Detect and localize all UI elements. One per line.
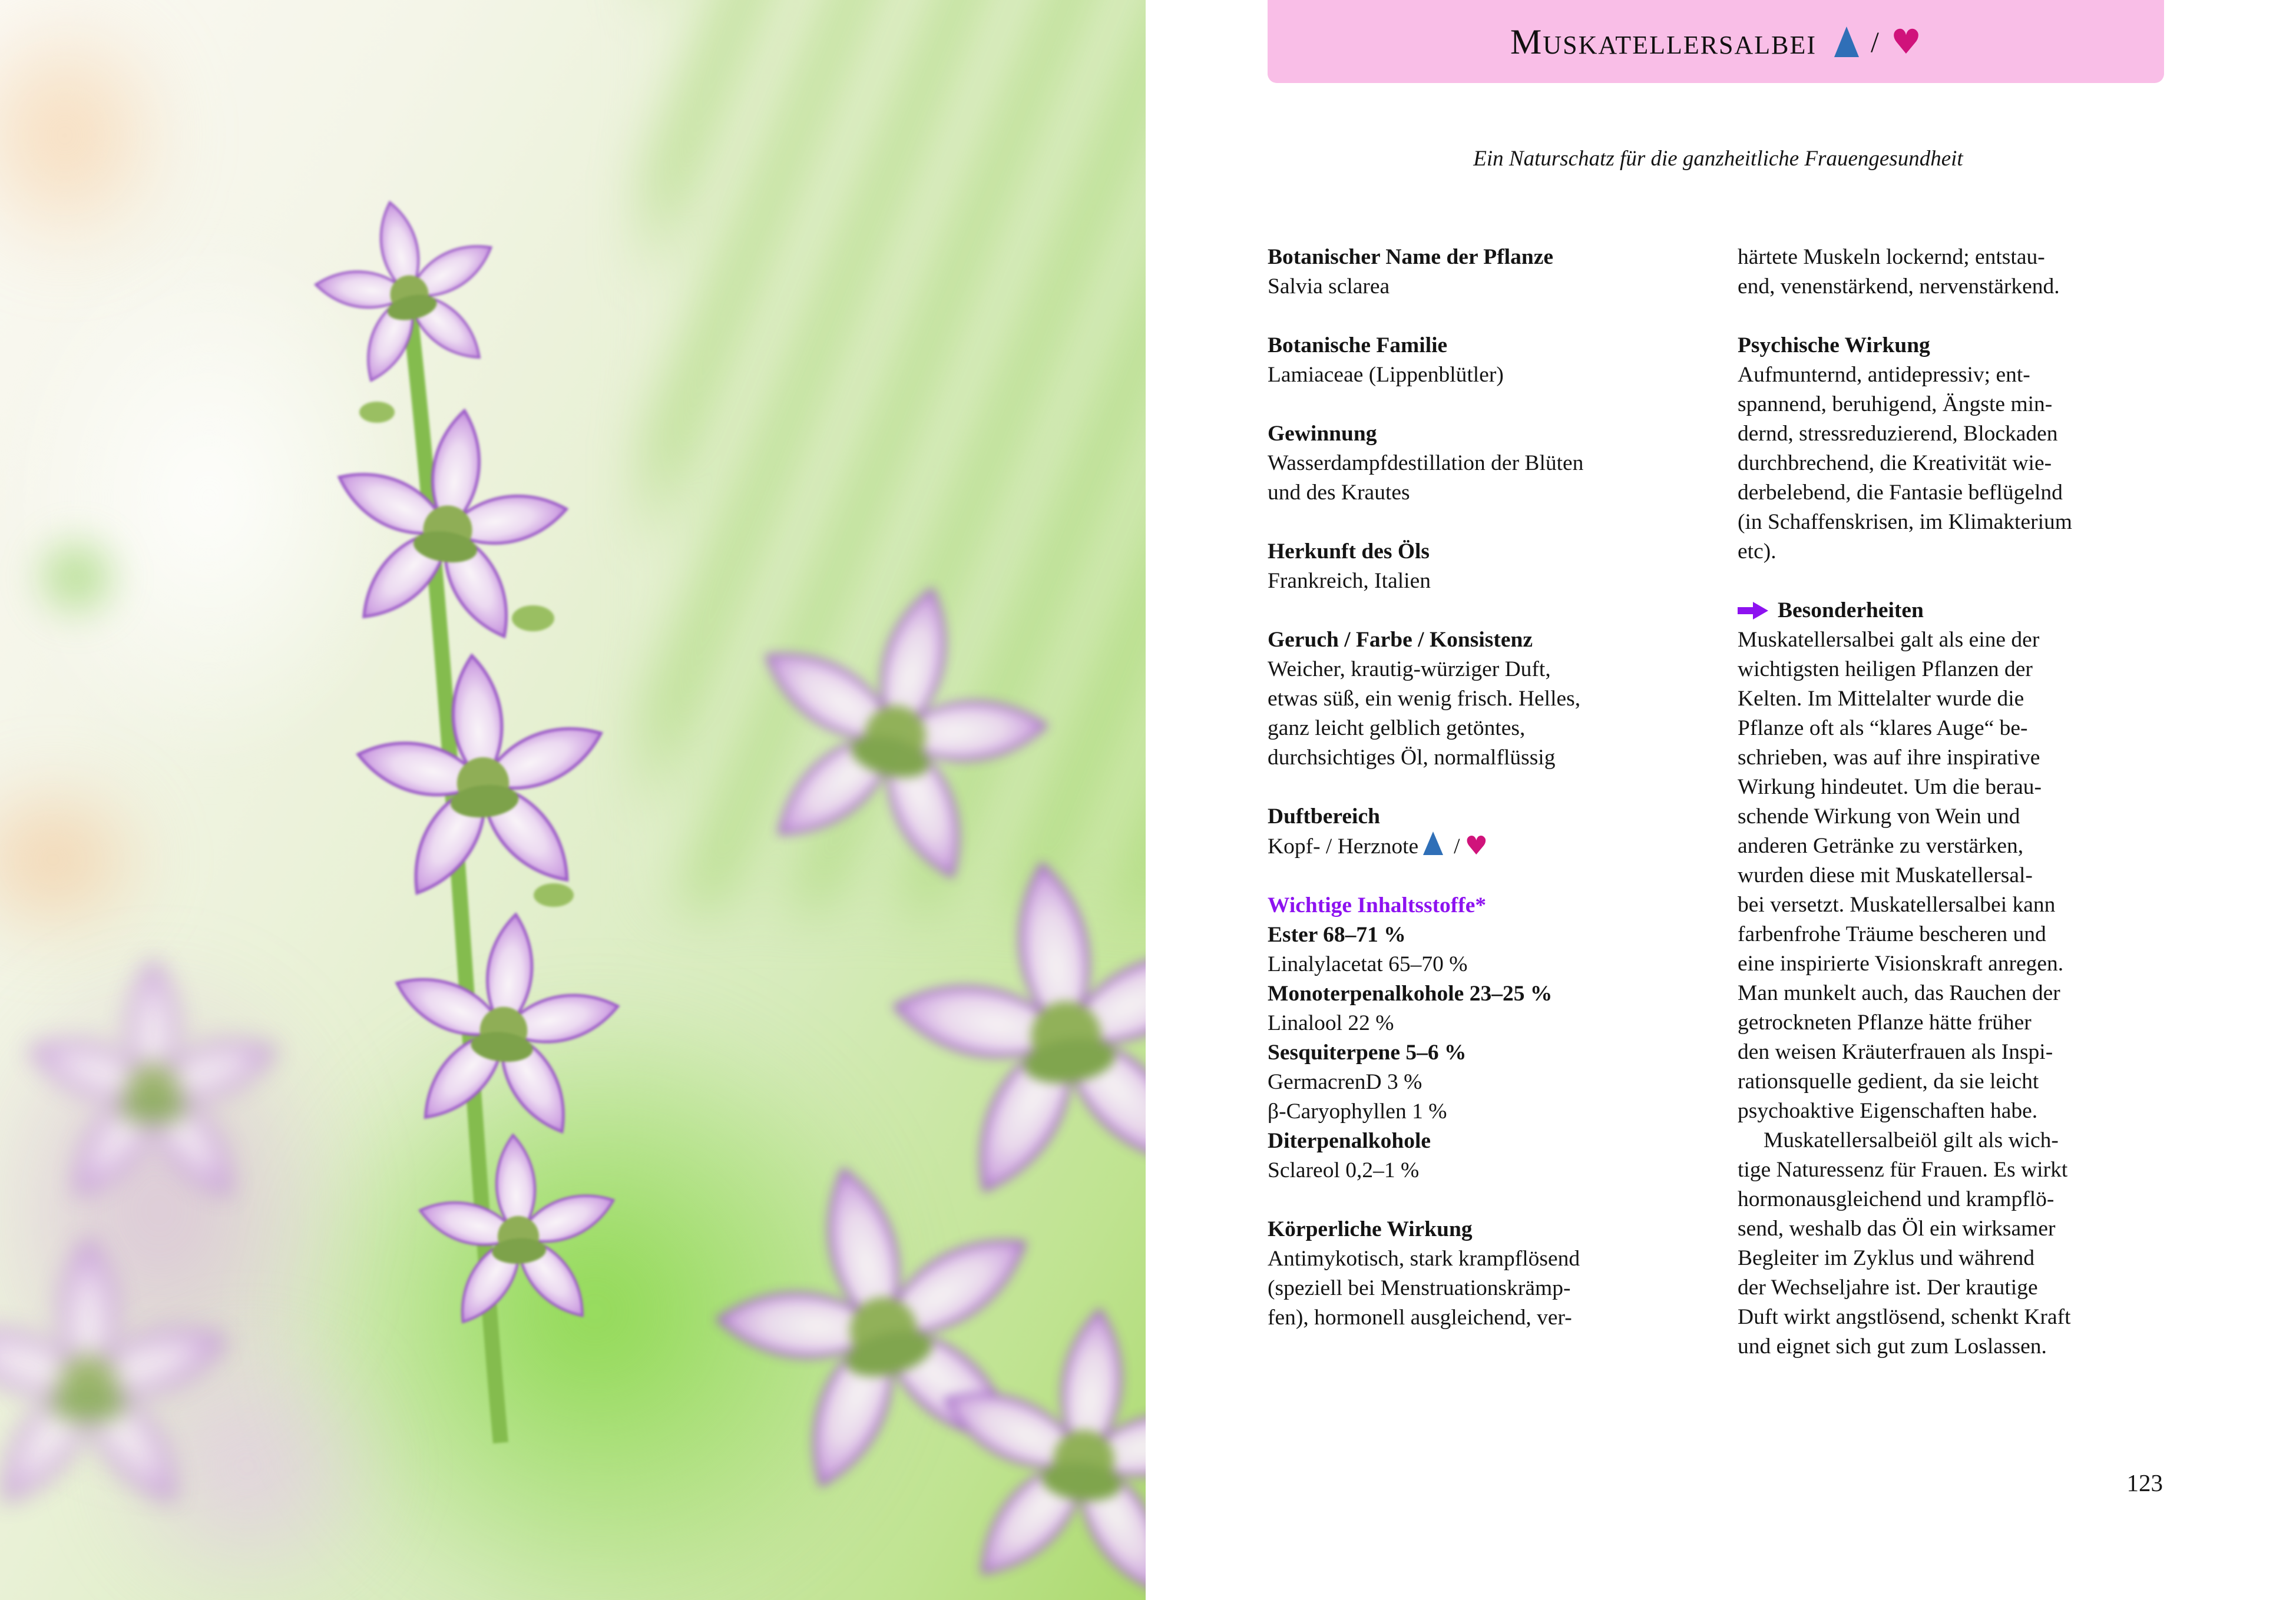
text-line: psychoaktive Eigenschaften habe. xyxy=(1738,1099,2038,1123)
section-heading-purple: Wichtige Inhaltsstoffe* xyxy=(1268,893,1487,917)
text-line: Muskatellersalbei galt als eine der xyxy=(1738,628,2040,652)
ingredient-line: Linalool 22 % xyxy=(1268,1011,1394,1035)
section-koerperliche-wirkung xyxy=(1268,1215,1727,1333)
section-inhaltsstoffe xyxy=(1268,891,1727,1185)
text-line: Lamiaceae (Lippenblütler) xyxy=(1268,363,1504,387)
arrow-right-icon xyxy=(1738,602,1768,620)
text-line: schende Wirkung von Wein und xyxy=(1738,804,2020,829)
ingredient-line: Sesquiterpene 5–6 % xyxy=(1268,1041,1467,1065)
section-duftbereich xyxy=(1268,802,1727,862)
ingredient-line: Monoterpenalkohole 23–25 % xyxy=(1268,982,1553,1006)
section-geruch-farbe-konsistenz xyxy=(1268,625,1727,773)
text-line: bei versetzt. Muskatellersalbei kann xyxy=(1738,893,2056,917)
text-line: und eignet sich gut zum Loslassen. xyxy=(1738,1334,2047,1359)
left-text-column xyxy=(1268,243,1727,1333)
section-heading-with-arrow xyxy=(1738,596,2183,625)
section-heading: Körperliche Wirkung xyxy=(1268,1217,1473,1241)
chapter-subtitle: Ein Naturschatz für die ganzheitliche Frauengesundheit xyxy=(1473,147,1963,171)
section-heading: Gewinnung xyxy=(1268,422,1377,446)
text-line: Aufmunternd, antidepressiv; ent- xyxy=(1738,363,2030,387)
text-line: schrieben, was auf ihre inspirative xyxy=(1738,746,2040,770)
text-line: Wasserdampfdestillation der Blüten xyxy=(1268,451,1584,475)
text-line: send, weshalb das Öl ein wirksamer xyxy=(1738,1217,2056,1241)
text-line: etc). xyxy=(1738,539,1776,564)
text-line: (speziell bei Menstruationskrämp- xyxy=(1268,1276,1571,1300)
text-line: Duft wirkt angstlösend, schenkt Kraft xyxy=(1738,1305,2071,1329)
clary-sage-flower-art xyxy=(0,0,1146,1600)
text-line: etwas süß, ein wenig frisch. Helles, xyxy=(1268,687,1581,711)
heart-icon: ♥ xyxy=(1464,831,1488,861)
note-separator: / xyxy=(1454,834,1460,859)
right-text-column xyxy=(1738,243,2183,1362)
section-heading: Besonderheiten xyxy=(1778,598,1924,622)
text-line: und des Krautes xyxy=(1268,481,1410,505)
ingredient-line: β-Caryophyllen 1 % xyxy=(1268,1099,1447,1124)
text-line: anderen Getränke zu verstärken, xyxy=(1738,834,2024,858)
text-line: Muskatellersalbeiöl gilt als wich- xyxy=(1764,1128,2059,1152)
section-heading: Psychische Wirkung xyxy=(1738,333,1930,357)
ingredient-line: Linalylacetat 65–70 % xyxy=(1268,952,1468,976)
text-line: der Wechseljahre ist. Der krautige xyxy=(1738,1276,2038,1300)
ingredient-line: Ester 68–71 % xyxy=(1268,923,1406,947)
text-line: ganz leicht gelblich getöntes, xyxy=(1268,716,1526,740)
ingredient-line: Sclareol 0,2–1 % xyxy=(1268,1158,1420,1182)
text-line: rationsquelle gedient, da sie leicht xyxy=(1738,1069,2039,1094)
text-line: farbenfrohe Träume bescheren und xyxy=(1738,922,2046,946)
continuation-paragraph xyxy=(1738,243,2183,302)
text-line: wurden diese mit Muskatellersal- xyxy=(1738,863,2033,887)
text-line: Kelten. Im Mittelalter wurde die xyxy=(1738,687,2024,711)
text-line: Frankreich, Italien xyxy=(1268,569,1431,593)
ingredient-line: GermacrenD 3 % xyxy=(1268,1070,1422,1094)
text-line: durchsichtiges Öl, normalflüssig xyxy=(1268,746,1556,770)
text-line: spannend, beruhigend, Ängste min- xyxy=(1738,392,2053,416)
page-number: 123 xyxy=(2126,1469,2163,1496)
triangle-up-icon xyxy=(1423,832,1443,855)
triangle-up-icon xyxy=(1834,26,1859,57)
section-herkunft xyxy=(1268,537,1727,596)
section-botanischer-name xyxy=(1268,243,1727,302)
section-heading: Duftbereich xyxy=(1268,804,1380,829)
text-line: end, venenstärkend, nervenstärkend. xyxy=(1738,274,2060,299)
heart-icon: ♥ xyxy=(1890,21,1921,62)
chapter-header-bar xyxy=(1268,0,2164,83)
section-botanische-familie xyxy=(1268,331,1727,390)
text-line: fen), hormonell ausgleichend, ver- xyxy=(1268,1306,1572,1330)
section-psychische-wirkung xyxy=(1738,331,2183,567)
text-line: härtete Muskeln lockernd; entstau- xyxy=(1738,245,2045,269)
section-heading: Geruch / Farbe / Konsistenz xyxy=(1268,628,1533,652)
scent-note-line xyxy=(1268,832,1727,862)
section-gewinnung xyxy=(1268,419,1727,508)
text-line: (in Schaffenskrisen, im Klimakterium xyxy=(1738,510,2072,534)
text-line: Pflanze oft als “klares Auge“ be- xyxy=(1738,716,2028,740)
text-line: getrockneten Pflanze hätte früher xyxy=(1738,1011,2032,1035)
scent-note-text: Kopf- / Herznote xyxy=(1268,834,1419,859)
note-separator: / xyxy=(1871,25,1879,58)
section-heading: Botanische Familie xyxy=(1268,333,1448,357)
text-line: eine inspirierte Visionskraft anregen. xyxy=(1738,952,2064,976)
text-line: den weisen Kräuterfrauen als Inspi- xyxy=(1738,1040,2053,1064)
text-line: tige Naturessenz für Frauen. Es wirkt xyxy=(1738,1158,2068,1182)
clary-sage-photo xyxy=(0,0,1146,1600)
text-line: Weicher, krautig-würziger Duft, xyxy=(1268,657,1551,681)
section-heading: Botanischer Name der Pflanze xyxy=(1268,245,1553,269)
text-line: derbelebend, die Fantasie beflügelnd xyxy=(1738,481,2063,505)
text-line: Begleiter im Zyklus und während xyxy=(1738,1246,2035,1270)
text-line: durchbrechend, die Kreativität wie- xyxy=(1738,451,2052,475)
chapter-title: MUSKATELLERSALBEI xyxy=(1510,22,1817,61)
text-line: Man munkelt auch, das Rauchen der xyxy=(1738,981,2060,1005)
text-line: Wirkung hindeutet. Um die berau- xyxy=(1738,775,2042,799)
text-line: hormonausgleichend und krampflö- xyxy=(1738,1187,2055,1211)
text-line: Salvia sclarea xyxy=(1268,274,1390,299)
text-line: Antimykotisch, stark krampflösend xyxy=(1268,1247,1580,1271)
section-besonderheiten xyxy=(1738,596,2183,1362)
ingredient-line: Diterpenalkohole xyxy=(1268,1129,1431,1153)
section-heading: Herkunft des Öls xyxy=(1268,539,1430,564)
text-line: dernd, stressreduzierend, Blockaden xyxy=(1738,422,2058,446)
text-line: wichtigsten heiligen Pflanzen der xyxy=(1738,657,2033,681)
